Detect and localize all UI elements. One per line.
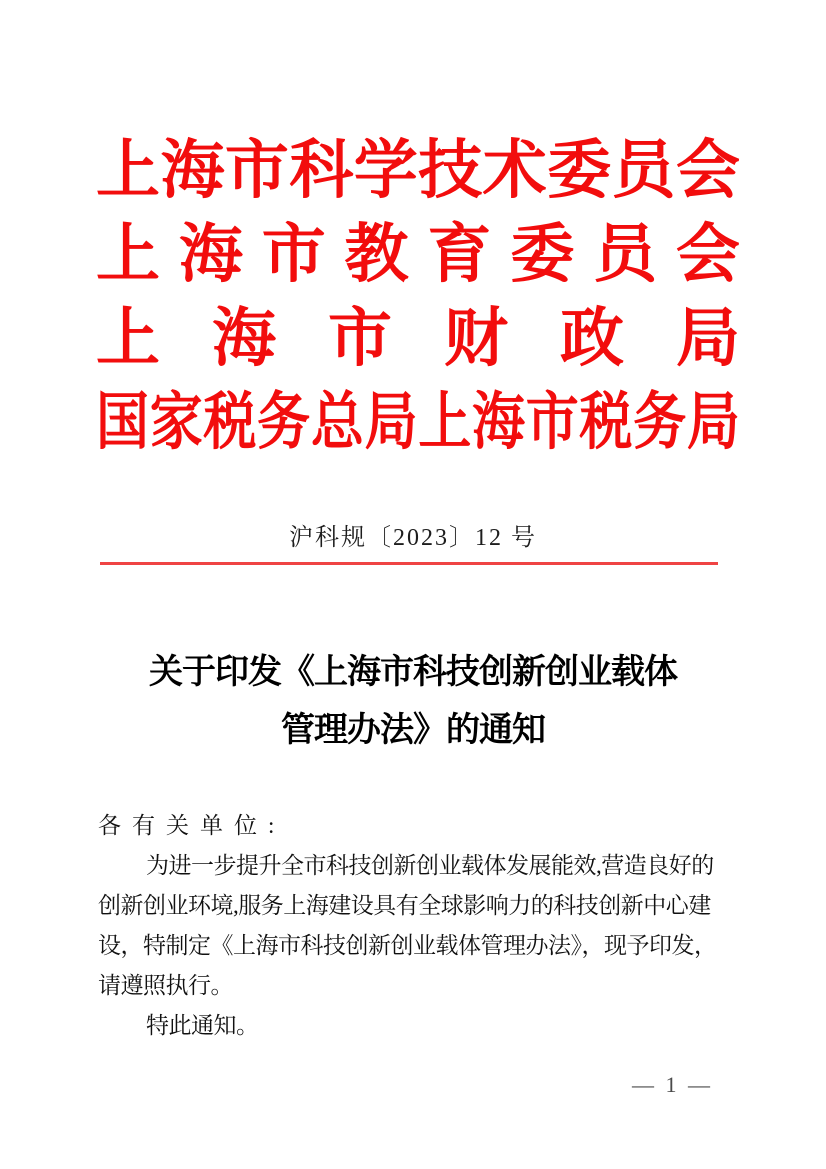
red-divider-line xyxy=(100,562,718,565)
body-line: 请遵照执行。 xyxy=(98,973,233,998)
document-title xyxy=(0,644,826,760)
document-title-line-2: 管理办法》的通知 xyxy=(281,712,545,749)
red-header-block xyxy=(96,129,740,465)
document-body xyxy=(98,806,722,1046)
document-number: 沪科规〔2023〕12 号 xyxy=(289,525,537,551)
body-line-closing: 特此通知。 xyxy=(146,1013,259,1038)
body-line: 创新创业环境,服务上海建设具有全球影响力的科技创新中心建 xyxy=(98,893,711,918)
page-number: — 1 — xyxy=(632,1072,713,1097)
org-line-tax-bureau: 国 家 税 务 总 局 上 海 市 税 务 局 xyxy=(96,388,740,457)
document-title-line-1: 关于印发《上海市科技创新创业载体 xyxy=(149,654,677,691)
org-line-finance-bureau: 上 海 市 财 政 局 xyxy=(96,303,740,374)
salutation: 各有关单位: xyxy=(98,813,286,838)
org-line-science-commission: 上 海 市 科 学 技 术 委 员 会 xyxy=(96,135,740,206)
org-line-education-commission: 上 海 市 教 育 委 员 会 xyxy=(96,219,740,290)
body-line: 设，特制定《上海市科技创新创业载体管理办法》，现予印发， xyxy=(98,933,717,958)
body-line: 为进一步提升全市科技创新创业载体发展能效,营造良好的 xyxy=(146,853,714,878)
